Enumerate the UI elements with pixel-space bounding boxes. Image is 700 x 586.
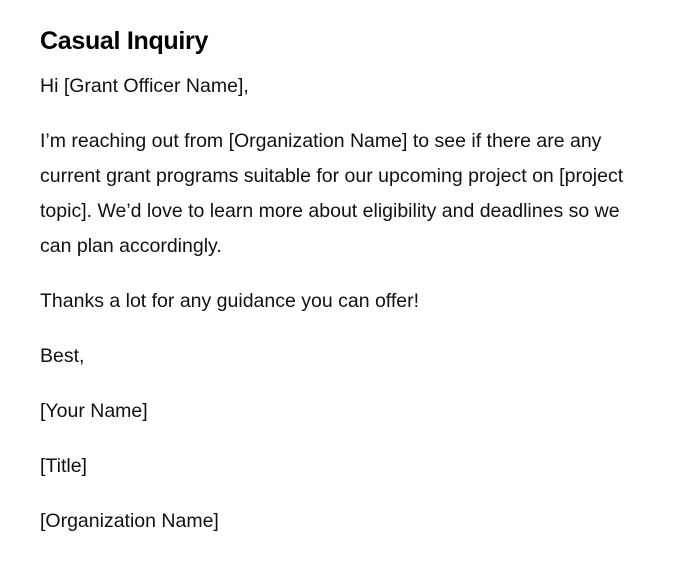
document-title: Casual Inquiry bbox=[40, 27, 209, 55]
signoff-line: Best, bbox=[40, 345, 85, 367]
signature-organization: [Organization Name] bbox=[40, 510, 219, 532]
signature-name: [Your Name] bbox=[40, 400, 148, 422]
signature-title: [Title] bbox=[40, 455, 87, 477]
greeting-line: Hi [Grant Officer Name], bbox=[40, 75, 249, 97]
body-paragraph: I’m reaching out from [Organization Name] to see if there are any current grant programs suitable for our upcoming project on [project topic]. We’d love to learn more about eligibility and deadlines so we can plan accordingly. bbox=[40, 130, 624, 257]
thanks-line: Thanks a lot for any guidance you can offer! bbox=[40, 290, 420, 312]
